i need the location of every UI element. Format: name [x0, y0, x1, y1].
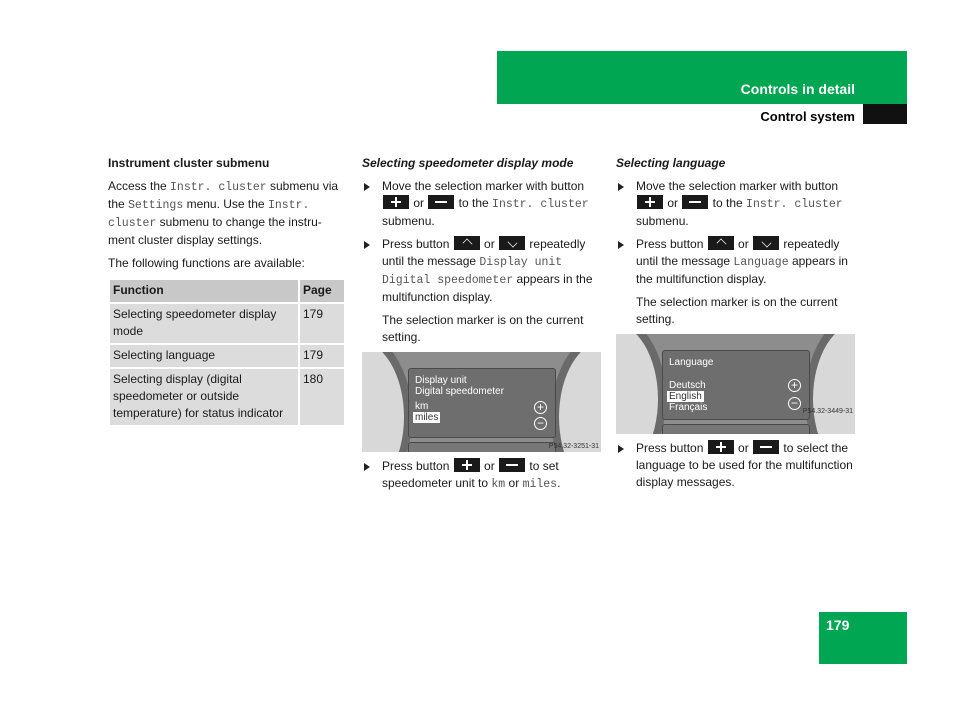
column-language	[616, 155, 856, 497]
display-bottom-bar	[408, 442, 556, 452]
table-cell-page: 180	[299, 368, 345, 426]
table-row	[109, 303, 345, 344]
subsection-marker	[863, 104, 907, 124]
functions-table	[108, 278, 346, 427]
step-select-language: Press button or to select the language to be used for the multifunction display messages.	[616, 440, 856, 491]
step-move-marker: Move the selection marker with button or to the Instr. cluster submenu.	[616, 178, 856, 230]
display-line-selected: English	[669, 391, 702, 402]
step-set-unit: Press button or to set speedometer unit to km or miles.	[362, 458, 602, 493]
display-line: Deutsch	[669, 380, 706, 391]
step-move-marker: Move the selection marker with button or to the Instr. cluster submenu.	[362, 178, 602, 230]
display-line: km	[415, 401, 429, 412]
triangle-bullet-icon	[618, 183, 624, 191]
plus-button-icon	[708, 440, 734, 454]
table-header-page: Page	[299, 279, 345, 303]
plus-button-icon	[383, 195, 409, 209]
column-speedometer	[362, 155, 602, 499]
table-cell-function: Selecting display (digital speedometer or outside temperature) for status indicator	[109, 368, 299, 426]
page-number: 179	[826, 617, 850, 633]
functions-intro: The following functions are available:	[108, 256, 305, 270]
plus-button-icon	[454, 458, 480, 472]
right-gauge	[802, 334, 855, 434]
plus-button-icon	[637, 195, 663, 209]
minus-button-icon	[499, 458, 525, 472]
table-cell-page: 179	[299, 344, 345, 368]
image-code: P54.32-3251-31	[548, 443, 599, 450]
heading-language: Selecting language	[616, 156, 726, 170]
up-button-icon	[454, 236, 480, 250]
speedometer-display-image	[362, 352, 601, 452]
table-cell-function: Selecting language	[109, 344, 299, 368]
left-gauge	[362, 352, 412, 452]
table-row	[109, 368, 345, 426]
display-line: Display unit	[415, 375, 467, 386]
display-line-selected: miles	[415, 412, 439, 423]
minus-circle-icon: −	[534, 417, 547, 430]
triangle-bullet-icon	[364, 183, 370, 191]
table-cell-function: Selecting speedometer display mode	[109, 303, 299, 344]
subsection-header	[497, 104, 907, 124]
section-header-bar	[497, 51, 907, 104]
down-button-icon	[499, 236, 525, 250]
display-line: Digital speedometer	[415, 386, 504, 397]
heading-speedometer: Selecting speedometer display mode	[362, 156, 574, 170]
triangle-bullet-icon	[364, 463, 370, 471]
step-press-button: Press button or repeatedly until the message Language appears in the multifunction display.	[616, 236, 856, 288]
left-gauge	[616, 334, 666, 434]
triangle-bullet-icon	[618, 445, 624, 453]
page-number-box	[819, 612, 907, 664]
table-cell-page: 179	[299, 303, 345, 344]
language-display-image	[616, 334, 855, 434]
minus-button-icon	[753, 440, 779, 454]
minus-button-icon	[428, 195, 454, 209]
table-row	[109, 344, 345, 368]
display-line: Français	[669, 402, 708, 413]
subsection-title: Control system	[760, 109, 855, 124]
column-instrument-cluster	[108, 155, 348, 427]
step-press-button: Press button or repeatedly until the message Display unit Digital speedometer appears in the multifunction display.	[362, 236, 602, 306]
display-line: Language	[669, 357, 714, 368]
intro-paragraph: Access the Instr. cluster submenu via the Settings menu. Use the Instr. cluster submenu to change the instru-ment cluster display settings.	[108, 179, 339, 247]
multifunction-screen	[662, 350, 810, 420]
triangle-bullet-icon	[618, 241, 624, 249]
triangle-bullet-icon	[364, 241, 370, 249]
right-gauge	[548, 352, 601, 452]
section-title: Controls in detail	[740, 81, 855, 97]
up-button-icon	[708, 236, 734, 250]
plus-circle-icon: +	[534, 401, 547, 414]
down-button-icon	[753, 236, 779, 250]
image-code: P54.32-3449-31	[802, 408, 853, 415]
table-header-row	[109, 279, 345, 303]
minus-circle-icon: −	[788, 397, 801, 410]
heading-instrument-cluster: Instrument cluster submenu	[108, 156, 270, 170]
display-bottom-bar	[662, 424, 810, 434]
minus-button-icon	[682, 195, 708, 209]
table-header-function: Function	[109, 279, 299, 303]
plus-circle-icon: +	[788, 379, 801, 392]
note-selection-marker: The selection marker is on the current setting.	[636, 295, 838, 326]
multifunction-screen	[408, 368, 556, 438]
note-selection-marker: The selection marker is on the current setting.	[382, 313, 584, 344]
